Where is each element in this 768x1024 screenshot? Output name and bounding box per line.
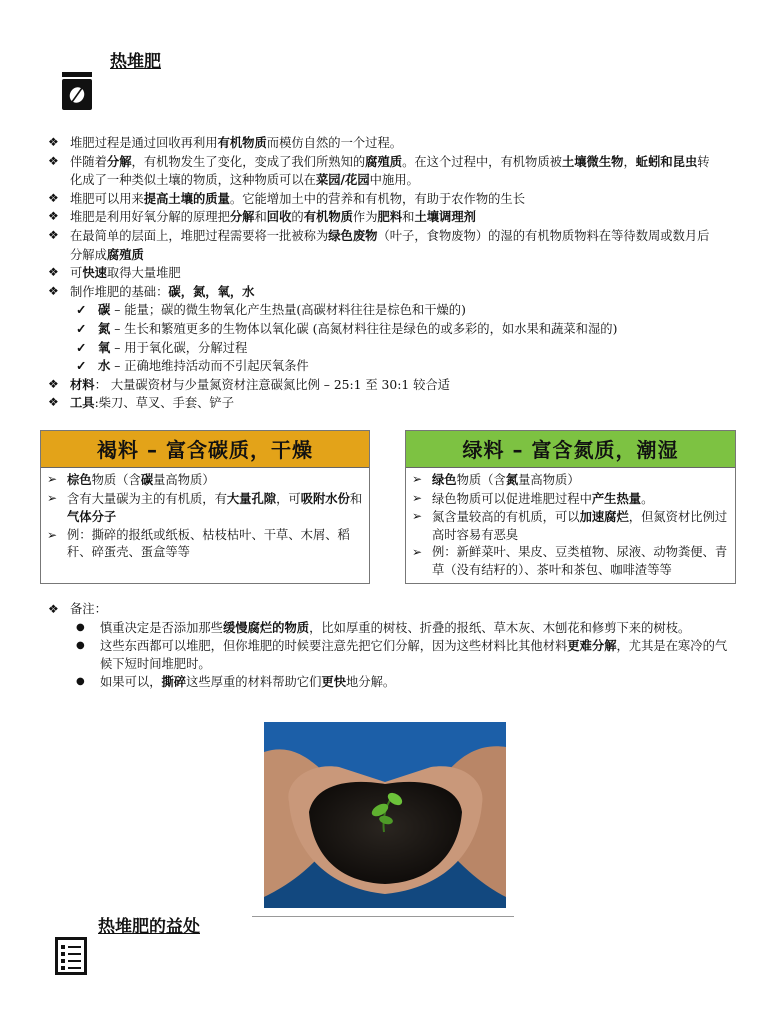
text-run: 提高土壤的质量 <box>143 190 230 206</box>
checkmark-icon: ✓ <box>76 320 87 336</box>
checkmark-icon: ✓ <box>76 339 87 355</box>
list-item <box>48 227 720 264</box>
text-run: 氮含量较高的有机质，可以 <box>432 510 580 524</box>
list-item <box>48 208 720 227</box>
text-run: 取得大量堆肥 <box>106 266 181 281</box>
text-run: 回收 <box>266 209 292 225</box>
dot-bullet-icon: ● <box>76 621 85 633</box>
list-item <box>48 134 720 153</box>
note-item <box>48 619 728 638</box>
text-run: 作为 <box>352 210 378 225</box>
text-run: ，可 <box>276 491 301 506</box>
text-run: ，尤其是在寒冷的气候下短时间堆肥时。 <box>100 639 728 671</box>
text-run: 伴随着 <box>70 154 107 169</box>
diamond-bullet-icon: ❖ <box>48 135 59 149</box>
text-run: 而模仿自然的一个过程。 <box>266 136 403 150</box>
green-item <box>412 544 729 579</box>
notes-section <box>48 601 728 692</box>
diamond-bullet-icon: ❖ <box>48 602 59 616</box>
text-run: 。它能增加土中的营养和有机物，有助于农作物的生长 <box>229 191 526 206</box>
text-run: 分解 <box>106 153 132 169</box>
text-run: 棕色 <box>67 472 92 487</box>
green-item <box>412 471 729 490</box>
compost-hands-photo <box>264 722 506 908</box>
basics-item <box>48 339 720 358</box>
text-run: 中施用。 <box>369 173 419 188</box>
text-run: 更难分解 <box>567 638 617 654</box>
text-run: 地分解。 <box>346 675 396 690</box>
brown-item <box>47 527 363 562</box>
text-run: 腐殖质 <box>106 246 144 262</box>
text-run: ，比如厚重的树枝、折叠的报纸、草木灰、木刨花和修剪下来的树枝。 <box>309 620 691 635</box>
text-run: 碳 <box>140 472 154 487</box>
dot-bullet-icon: ● <box>76 676 85 688</box>
text-run: 缓慢腐烂的物质 <box>222 619 310 635</box>
green-item <box>412 490 729 509</box>
notes-heading: ❖ 备注： <box>48 601 728 619</box>
brown-item <box>47 471 363 490</box>
text-run: 这些厚重的材料帮助它们 <box>186 675 322 690</box>
list-item <box>48 283 720 302</box>
green-box-title: 绿料 – 富含氮质，潮湿 <box>406 431 735 468</box>
text-run: 量高物质） <box>518 473 580 487</box>
dot-bullet-icon: ● <box>76 640 85 652</box>
text-run: 在最简单的层面上，堆肥过程需要将一批被称为 <box>70 228 329 243</box>
text-run: 可 <box>70 266 83 281</box>
text-run: 吸附水份 <box>300 490 350 506</box>
diamond-bullet-icon: ❖ <box>48 283 59 298</box>
diamond-bullet-icon: ❖ <box>48 190 59 205</box>
text-run: 氮 <box>505 472 519 487</box>
text-run: 腐殖质 <box>365 153 403 169</box>
materials-item <box>48 376 720 395</box>
text-run: 快速 <box>82 265 107 281</box>
text-run: – 用于氧化碳，分解过程 <box>110 340 248 355</box>
text-run: 产生热量 <box>591 490 642 506</box>
intro-bullets <box>48 134 720 413</box>
text-run: ，但氮资材比例过高时容易有恶臭 <box>432 510 728 542</box>
text-run: 例：撕碎的报纸或纸板、枯枝枯叶、干草、木屑、稻秆、碎蛋壳、蛋盒等等 <box>67 527 350 559</box>
text-run: :柴刀、草叉、手套、铲子 <box>94 396 235 411</box>
text-run: 土壤微生物 <box>561 153 624 169</box>
text-run: 和 <box>402 210 415 225</box>
note-item <box>48 637 728 673</box>
green-item <box>412 508 729 544</box>
text-run: 撕碎 <box>161 674 187 690</box>
text-run: （叶子，食物废物）的湿的有机物质物料在等待数周或数月后分解成 <box>70 228 710 262</box>
text-run: 材料 <box>70 376 95 392</box>
text-run: 堆肥是利用好氧分解的原理把 <box>70 210 230 225</box>
diamond-bullet-icon: ❖ <box>48 227 59 242</box>
text-run: 氮 <box>98 320 111 336</box>
text-run: 物质（含 <box>456 473 506 487</box>
note-item <box>48 673 728 692</box>
diamond-bullet-icon: ❖ <box>48 395 59 410</box>
text-run: 绿色废物 <box>328 227 378 243</box>
text-run: 绿色 <box>432 472 457 487</box>
green-material-box <box>405 430 736 584</box>
text-run: 蚯蚓和昆虫 <box>635 153 698 169</box>
text-run: 工具 <box>70 395 95 411</box>
basics-item <box>48 301 720 320</box>
divider <box>252 916 514 917</box>
text-run: 堆肥过程是通过回收再利用 <box>70 136 218 150</box>
text-run: 量高物质） <box>153 473 215 487</box>
text-run: – 正确地维持活动而不引起厌氧条件 <box>110 359 309 374</box>
text-run: 这些东西都可以堆肥，但你堆肥的时候要注意先把它们分解，因为这些材料比其他材料 <box>100 639 568 654</box>
text-run: 气体分子 <box>67 509 117 524</box>
text-run: – 生长和繁殖更多的生物体以氧化碳 (高氮材料往往是绿色的或多彩的，如水果和蔬菜和湿的) <box>110 321 618 336</box>
text-run: ： 大量碳资材与少量氮资材注意碳氮比例 – 25:1 至 30:1 较合适 <box>94 377 450 392</box>
text-run: 例：新鲜菜叶、果皮、豆类植物、尿液、动物粪便、青草（没有结籽的）、茶叶和茶包、咖啡渣等等 <box>432 545 728 577</box>
text-run: 大量孔隙 <box>226 490 277 506</box>
text-run: 土壤调理剂 <box>414 209 476 225</box>
benefits-title: 热堆肥的益处 <box>98 917 200 937</box>
text-run: 肥料 <box>377 209 403 225</box>
list-item <box>48 190 720 209</box>
text-run: 分解 <box>229 209 255 225</box>
text-run: 制作堆肥的基础： <box>70 284 169 299</box>
text-run: 。 <box>641 491 654 506</box>
text-run: 含有大量碳为主的有机质，有 <box>67 491 227 506</box>
text-run: 氧 <box>98 339 111 355</box>
text-run: 有机物质 <box>303 209 353 225</box>
text-run: 转化成了一种类似土壤的物质，这种物质可以在 <box>70 154 710 188</box>
brown-item <box>47 490 363 527</box>
arrow-bullet-icon: ➢ <box>47 527 58 542</box>
text-run: – 能量；碳的微生物氧化产生热量(高碳材料往往是棕色和干燥的) <box>110 303 466 318</box>
diamond-bullet-icon: ❖ <box>48 376 59 391</box>
text-run: 有机物质 <box>217 135 267 150</box>
text-run: 如果可以， <box>100 675 162 690</box>
basics-item <box>48 320 720 339</box>
arrow-bullet-icon: ➢ <box>412 545 423 559</box>
text-run: 和 <box>254 210 267 225</box>
arrow-bullet-icon: ➢ <box>47 472 58 486</box>
text-run: 物质（含 <box>91 473 141 487</box>
materials-item <box>48 394 720 413</box>
diamond-bullet-icon: ❖ <box>48 209 59 224</box>
text-run: 堆肥可以用来 <box>70 191 144 206</box>
diamond-bullet-icon: ❖ <box>48 153 59 168</box>
checklist-icon <box>55 937 87 975</box>
text-run: 的 <box>291 210 304 225</box>
text-run: ，有机物发生了变化，变成了我们所熟知的 <box>131 154 366 169</box>
text-run: 加速腐烂 <box>579 509 629 524</box>
text-run: 绿色物质可以促进堆肥过程中 <box>432 491 592 506</box>
text-run: 更快 <box>321 674 346 690</box>
list-item <box>48 264 720 283</box>
arrow-bullet-icon: ➢ <box>412 472 423 486</box>
basics-item <box>48 357 720 376</box>
text-run: 水 <box>98 358 111 374</box>
text-run: 。在这个过程中，有机物质被 <box>402 154 562 169</box>
checkmark-icon: ✓ <box>76 302 87 318</box>
brown-box-title: 褐料 – 富含碳质，干燥 <box>41 431 369 468</box>
arrow-bullet-icon: ➢ <box>412 490 423 505</box>
brown-material-box <box>40 430 370 584</box>
arrow-bullet-icon: ➢ <box>47 490 58 505</box>
diamond-bullet-icon: ❖ <box>48 265 59 280</box>
text-run: 碳 <box>98 302 111 318</box>
arrow-bullet-icon: ➢ <box>412 509 423 523</box>
text-run: 和 <box>349 491 363 506</box>
text-run: 菜园/花园 <box>315 172 370 188</box>
checkmark-icon: ✓ <box>76 358 87 374</box>
text-run: 碳，氮，氧，水 <box>168 283 255 299</box>
text-run: 慎重决定是否添加那些 <box>100 620 223 635</box>
compost-bag-icon <box>62 72 92 110</box>
page-title: 热堆肥 <box>110 52 161 72</box>
list-item <box>48 153 720 190</box>
text-run: ， <box>623 154 636 169</box>
